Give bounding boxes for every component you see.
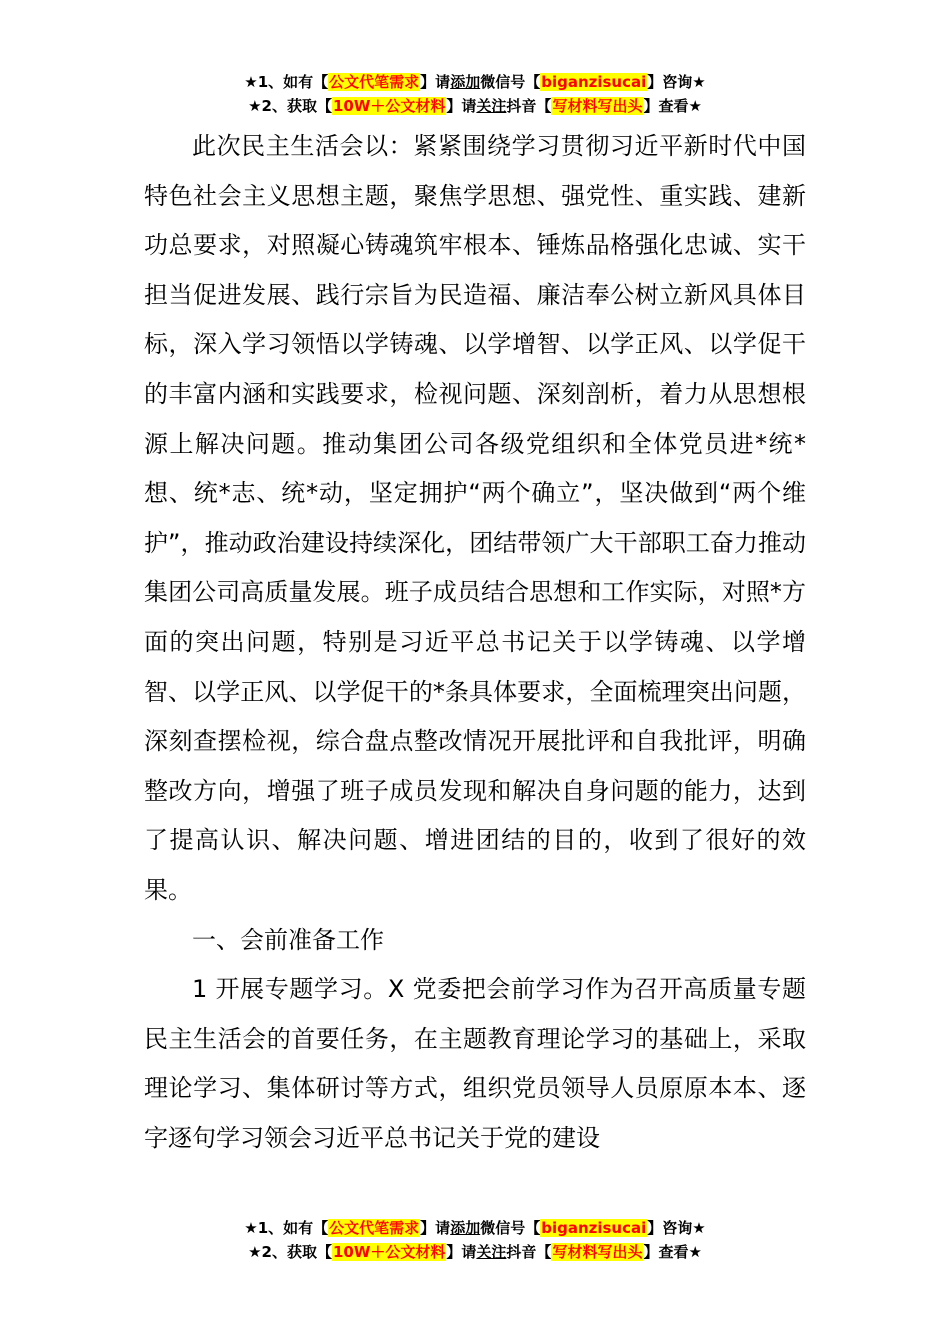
promo-line-2	[0, 94, 950, 118]
promo-text: 】查看★	[643, 1243, 702, 1261]
promo-underlined: 添加	[450, 73, 481, 91]
promo-underlined: 添加	[450, 1219, 481, 1237]
promo-line-2	[0, 1240, 950, 1264]
promo-highlight: 公文代笔需求	[329, 73, 420, 91]
promo-highlight: 写材料写出头	[552, 97, 643, 115]
document-body	[144, 122, 806, 1163]
promo-highlight: 公文代笔需求	[329, 1219, 420, 1237]
promo-line-1	[0, 1216, 950, 1240]
promo-underlined: 关注	[476, 1243, 507, 1261]
promo-text: ★1、如有【	[244, 1219, 329, 1237]
promo-text: ★1、如有【	[244, 73, 329, 91]
promo-text: 微信号【	[480, 73, 541, 91]
promo-text: 】请	[446, 1243, 477, 1261]
promo-highlight: 10W＋公文材料	[332, 97, 446, 115]
promo-highlight: biganzisucai	[541, 73, 647, 91]
promo-text: 】咨询★	[647, 73, 706, 91]
promo-text: 微信号【	[480, 1219, 541, 1237]
promo-text: 】请	[446, 97, 477, 115]
promo-highlight: biganzisucai	[541, 1219, 647, 1237]
promo-text: 抖音【	[506, 97, 552, 115]
promo-text: 】查看★	[643, 97, 702, 115]
section-heading: 一、会前准备工作	[192, 925, 384, 954]
promo-text: ★2、获取【	[248, 97, 332, 115]
promo-text: ★2、获取【	[248, 1243, 332, 1261]
promo-line-1	[0, 70, 950, 94]
promo-underlined: 关注	[476, 97, 507, 115]
promo-highlight: 10W＋公文材料	[332, 1243, 446, 1261]
paragraph-intro: 此次民主生活会以：紧紧围绕学习贯彻习近平新时代中国特色社会主义思想主题，聚焦学思想、强党性、重实践、建新功总要求，对照凝心铸魂筑牢根本、锤炼品格强化忠诚、实干担当促进发展、践行宗旨为民造福、廉洁奉公树立新风具体目标，深入学习领悟以学铸魂、以学增智、以学正风、以学促干的丰富内涵和实践要求，检视问题、深刻剖析，着力从思想根源上解决问题。推动集团公司各级党组织和全体党员进*统*想、统*志、统*动，坚定拥护“两个确立”，坚决做到“两个维护”，推动政治建设持续深化，团结带领广大干部职工奋力推动集团公司高质量发展。班子成员结合思想和工作实际，对照*方面的突出问题，特别是习近平总书记关于以学铸魂、以学增智、以学正风、以学促干的*条具体要求，全面梳理突出问题，深刻查摆检视，综合盘点整改情况开展批评和自我批评，明确整改方向，增强了班子成员发现和解决自身问题的能力，达到了提高认识、解决问题、增进团结的目的，收到了很好的效果。	[144, 132, 806, 904]
header-promo-banner	[0, 70, 950, 118]
promo-text: 抖音【	[506, 1243, 552, 1261]
promo-highlight: 写材料写出头	[552, 1243, 643, 1261]
paragraph-study: 1 开展专题学习。X 党委把会前学习作为召开高质量专题民主生活会的首要任务，在主题教育理论学习的基础上，采取理论学习、集体研讨等方式，组织党员领导人员原原本本、逐字逐句学习领会习近平总书记关于党的建设	[144, 975, 806, 1152]
promo-text: 】请	[420, 73, 451, 91]
promo-text: 】请	[420, 1219, 451, 1237]
promo-text: 】咨询★	[647, 1219, 706, 1237]
footer-promo-banner	[0, 1216, 950, 1264]
